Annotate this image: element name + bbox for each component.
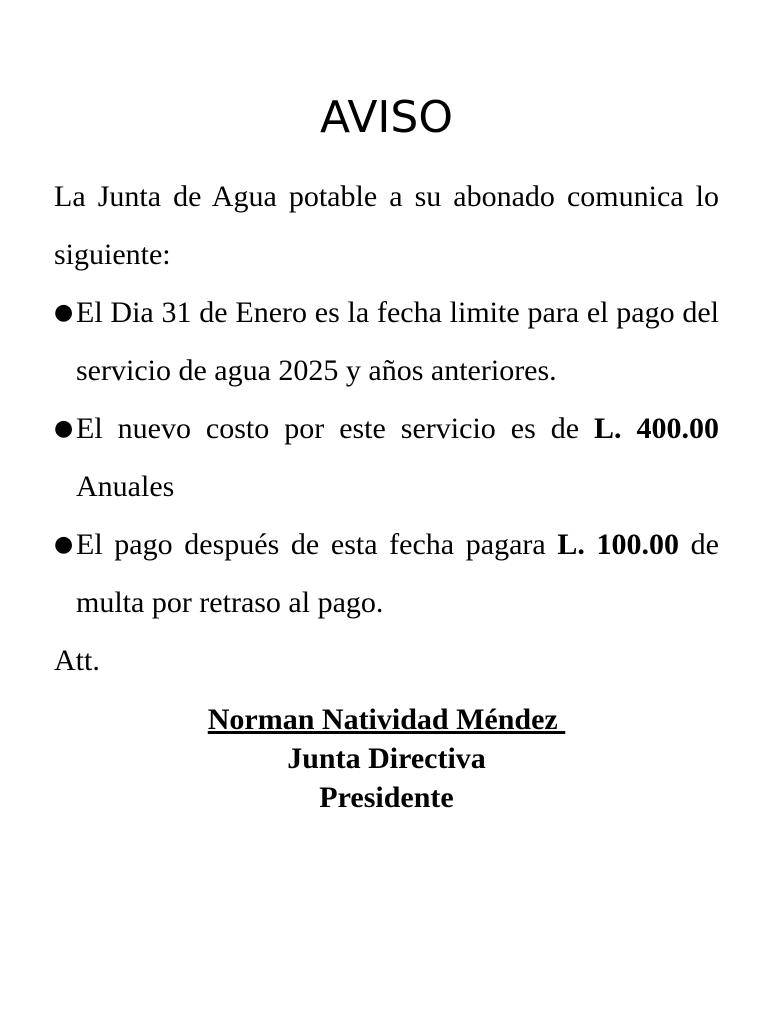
item-text: Anuales (76, 470, 175, 503)
signatory-name: Norman Natividad Méndez (207, 703, 566, 736)
item-text: El pago después de esta fecha pagara (76, 528, 558, 561)
signatory-organization: Junta Directiva (287, 742, 486, 775)
bullet-icon: ● (54, 416, 74, 441)
fine-amount: L. 100.00 (557, 528, 680, 561)
intro-paragraph: La Junta de Agua potable a su abonado comunica lo siguiente: (54, 180, 719, 271)
bullet-icon: ● (54, 532, 74, 557)
item-text: de multa por retraso al pago. (76, 528, 719, 619)
list-item (54, 516, 719, 632)
signature-block (54, 700, 719, 817)
item-text: El nuevo costo por este servicio es de (76, 412, 595, 445)
list-item (54, 400, 719, 516)
notice-body (54, 168, 719, 690)
item-text: El Dia 31 de Enero es la fecha limite para el pago del servicio de agua 2025 y años anteriores. (76, 296, 719, 387)
bullet-icon: ● (54, 300, 74, 325)
notice-title: AVISO (320, 92, 453, 143)
notice-list (54, 284, 719, 632)
closing-text: Att. (54, 644, 100, 677)
list-item (54, 284, 719, 400)
fee-amount: L. 400.00 (594, 412, 720, 445)
signatory-role: Presidente (319, 781, 454, 814)
